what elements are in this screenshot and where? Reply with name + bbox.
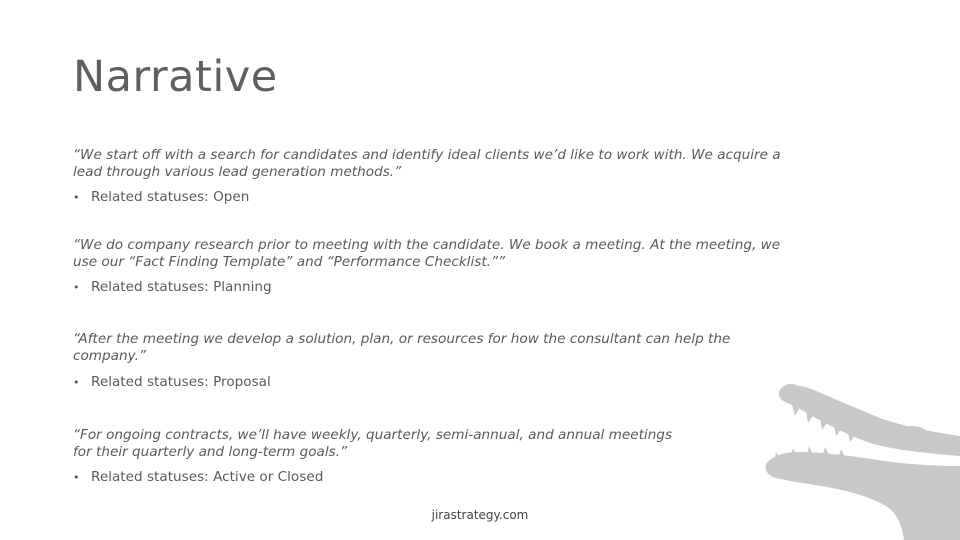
bullet-dot: • (73, 471, 80, 484)
quote-line: “We do company research prior to meeting with the candidate. We book a meeting. At the meeting, we (73, 237, 781, 253)
quote-line: lead through various lead generation methods.” (73, 164, 402, 180)
quote-line: company.” (73, 348, 146, 364)
narrative-quote-1 (73, 147, 781, 181)
bullet-dot: • (73, 376, 80, 389)
related-status-bullet-4 (73, 469, 323, 485)
bullet-text: Related statuses: Planning (91, 279, 272, 295)
related-status-bullet-1 (73, 189, 249, 205)
related-status-bullet-3 (73, 374, 271, 390)
bullet-dot: • (73, 281, 80, 294)
narrative-quote-2 (73, 237, 780, 271)
narrative-quote-4 (73, 427, 672, 461)
quote-line: for their quarterly and long-term goals.” (73, 444, 348, 460)
bullet-text: Related statuses: Open (91, 189, 250, 205)
quote-line: use our “Fact Finding Template” and “Performance Checklist.”” (73, 254, 506, 270)
footer-website: jirastrategy.com (431, 508, 529, 522)
slide-title: Narrative (73, 52, 278, 102)
bullet-text: Related statuses: Active or Closed (91, 469, 324, 485)
narrative-quote-3 (73, 331, 730, 365)
related-status-bullet-2 (73, 279, 272, 295)
quote-line: “After the meeting we develop a solution, plan, or resources for how the consultant can help the (73, 331, 731, 347)
bullet-text: Related statuses: Proposal (91, 374, 271, 390)
quote-line: “We start off with a search for candidates and identify ideal clients we’d like to work with. We acquire a (73, 147, 781, 163)
bullet-dot: • (73, 191, 80, 204)
quote-line: “For ongoing contracts, we’ll have weekly, quarterly, semi-annual, and annual meetings (73, 427, 673, 443)
